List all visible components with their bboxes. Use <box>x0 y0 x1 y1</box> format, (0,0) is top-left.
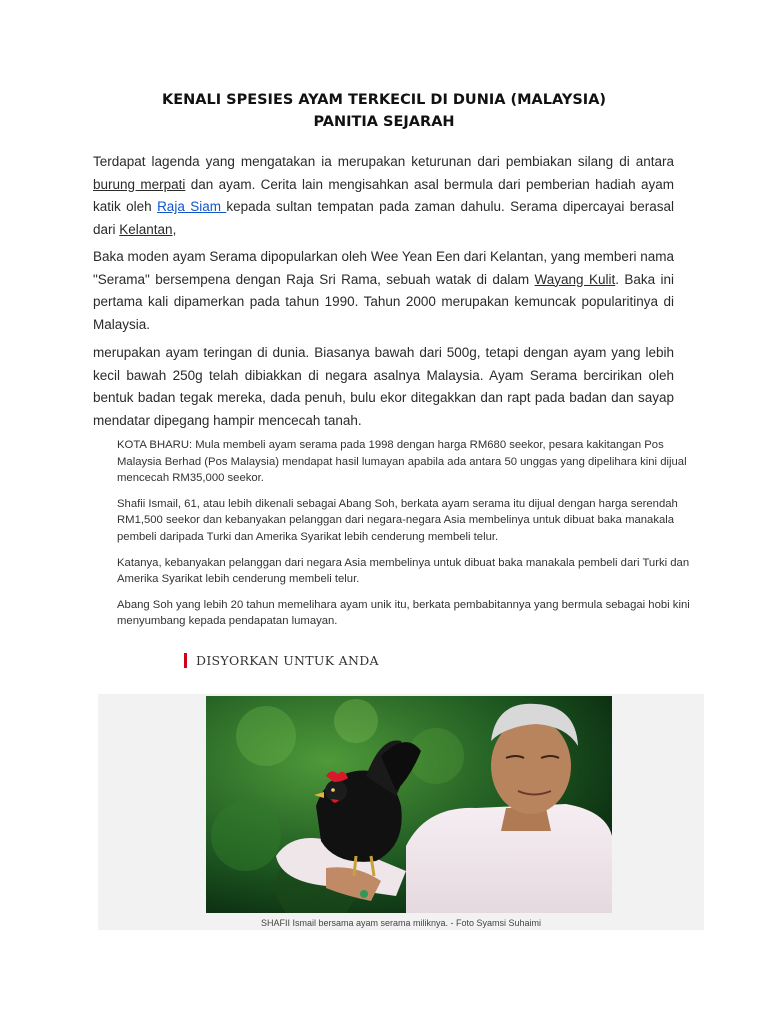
photo-figure <box>98 694 704 930</box>
p2-text-2: . Baka ini pertama kali dipamerkan pada tahun 1990. Tahun 2000 merupakan kemuncak popularitinya di Malaysia. <box>93 271 674 332</box>
photo-caption: SHAFII Ismail bersama ayam serama miliknya. - Foto Syamsi Suhaimi <box>260 918 542 928</box>
link-wayang-kulit[interactable]: Wayang Kulit <box>534 271 616 287</box>
p2-text-1: Baka moden ayam Serama dipopularkan oleh Wee Yean Een dari Kelantan, yang memberi nama "Serama" bersempena dengan Raja Sri Rama, sebuah watak di dalam <box>93 249 674 287</box>
news-excerpt <box>117 437 697 639</box>
recommended-section-heading <box>184 653 379 668</box>
p1-text-1: Terdapat lagenda yang mengatakan ia merupakan keturunan dari pembiakan silang di antara <box>93 154 674 169</box>
link-raja-siam[interactable]: Raja Siam <box>157 199 227 215</box>
document-title <box>0 89 768 133</box>
photo-man-with-serama-chicken <box>206 696 612 913</box>
paragraph-origin <box>93 151 674 241</box>
p1-text-4: , <box>172 221 177 237</box>
title-line-1: KENALI SPESIES AYAM TERKECIL DI DUNIA (MALAYSIA) <box>161 92 607 108</box>
news-paragraph-3: Katanya, kebanyakan pelanggan dari negara Asia membelinya untuk dibuat baka manakala pembeli dari Turki dan Amerika Syarikat lebih cenderung membeli telur. <box>117 556 690 586</box>
news-paragraph-2: Shafii Ismail, 61, atau lebih dikenali sebagai Abang Soh, berkata ayam serama itu dijual dengan harga serendah RM1,500 seekor dan kebanyakan pelanggan dari negara-negara Asia membelinya untuk dibuat baka manakala pembeli daripada Turki dan Amerika Syarikat lebih cenderung membeli telur. <box>117 497 678 543</box>
news-paragraph-4: Abang Soh yang lebih 20 tahun memelihara ayam unik itu, berkata pembabitannya yang bermula sebagai hobi kini menyumbang kepada pendapatan lumayan. <box>117 598 690 628</box>
news-paragraph-1: KOTA BHARU: Mula membeli ayam serama pada 1998 dengan harga RM680 seekor, pesara kakitangan Pos Malaysia Berhad (Pos Malaysia) mendapat hasil lumayan apabila ada antara 50 unggas yang dipelihara kini dijual mencecah RM35,000 seekor. <box>117 439 687 485</box>
recommended-label: DISYORKAN UNTUK ANDA <box>196 653 379 668</box>
link-burung-merpati[interactable]: burung merpati <box>93 176 186 192</box>
link-kelantan[interactable]: Kelantan <box>119 221 173 237</box>
title-line-2: PANITIA SEJARAH <box>313 114 455 130</box>
photo-illustration <box>206 696 612 913</box>
paragraph-weight: merupakan ayam teringan di dunia. Biasanya bawah dari 500g, tetapi dengan ayam yang lebih kecil bawah 250g telah dibiakkan di negara asalnya Malaysia. Ayam Serama bercirikan oleh bentuk badan tegak mereka, dada penuh, bulu ekor ditegakkan dan rapt pada badan dan sayap mendatar dipegang hampir mencecah tanah. <box>93 345 674 428</box>
accent-bar <box>184 653 187 668</box>
p1-text-3: kepada sultan tempatan pada zaman dahulu. Serama dipercayai berasal dari <box>93 199 674 237</box>
paragraph-modern-breed <box>93 246 674 336</box>
p1-text-2: dan ayam. Cerita lain mengisahkan asal bermula dari pemberian hadiah ayam katik oleh <box>93 176 674 215</box>
